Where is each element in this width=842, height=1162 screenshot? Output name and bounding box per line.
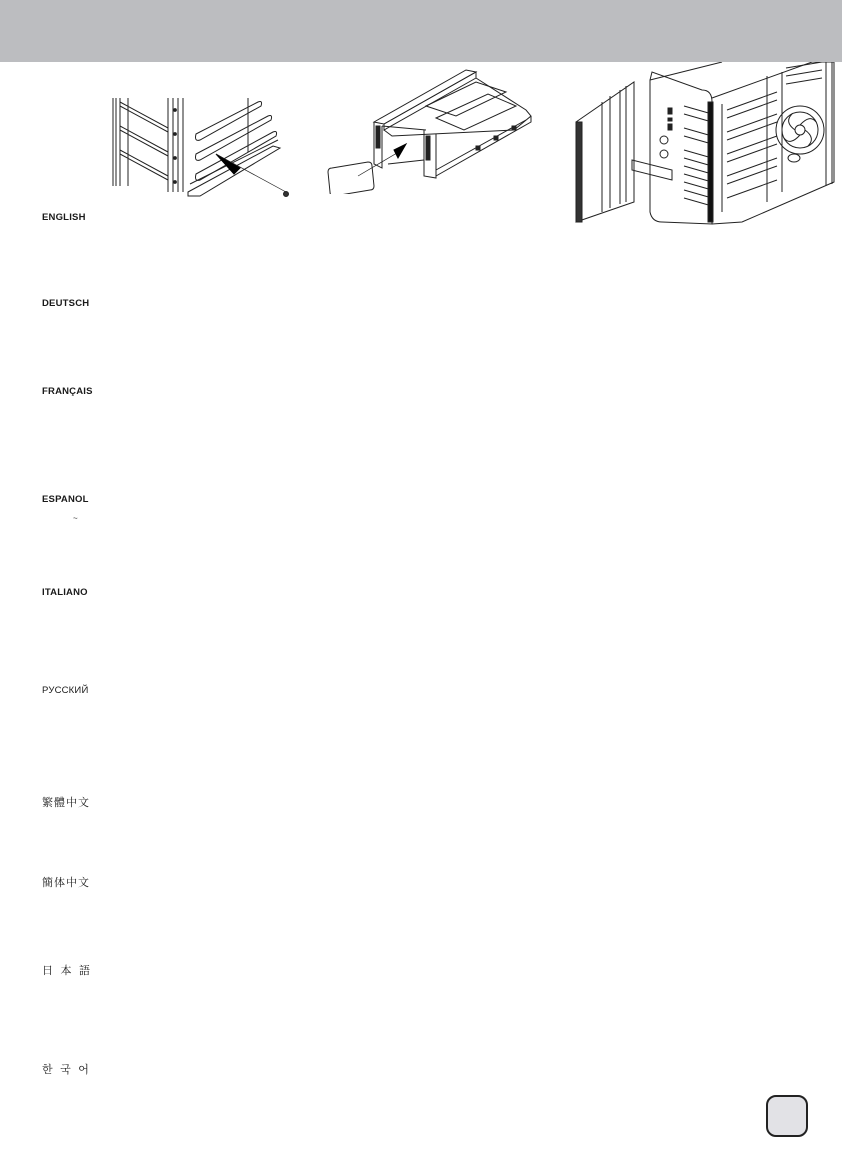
figure-drive-cage-screw (108, 96, 298, 202)
page-number-box (766, 1095, 808, 1137)
language-label-deutsch: DEUTSCH (42, 298, 90, 309)
espanol-tilde-mark: ~ (73, 514, 78, 523)
figure-case-open-door (572, 62, 842, 228)
language-label-simplified-chinese: 簡体中文 (42, 876, 90, 889)
language-label-italiano: ITALIANO (42, 587, 88, 598)
language-label-english: ENGLISH (42, 212, 86, 223)
language-label-traditional-chinese: 繁體中文 (42, 796, 90, 809)
language-label-russian: РУССКИЙ (42, 685, 89, 696)
language-label-japanese: 日 本 語 (42, 964, 92, 977)
language-label-espanol: ESPANOL (42, 494, 89, 505)
language-label-korean: 한 국 어 (42, 1063, 91, 1076)
language-label-francais: FRANÇAIS (42, 386, 93, 397)
header-band (0, 0, 842, 62)
figure-drive-tray-label (326, 64, 536, 194)
